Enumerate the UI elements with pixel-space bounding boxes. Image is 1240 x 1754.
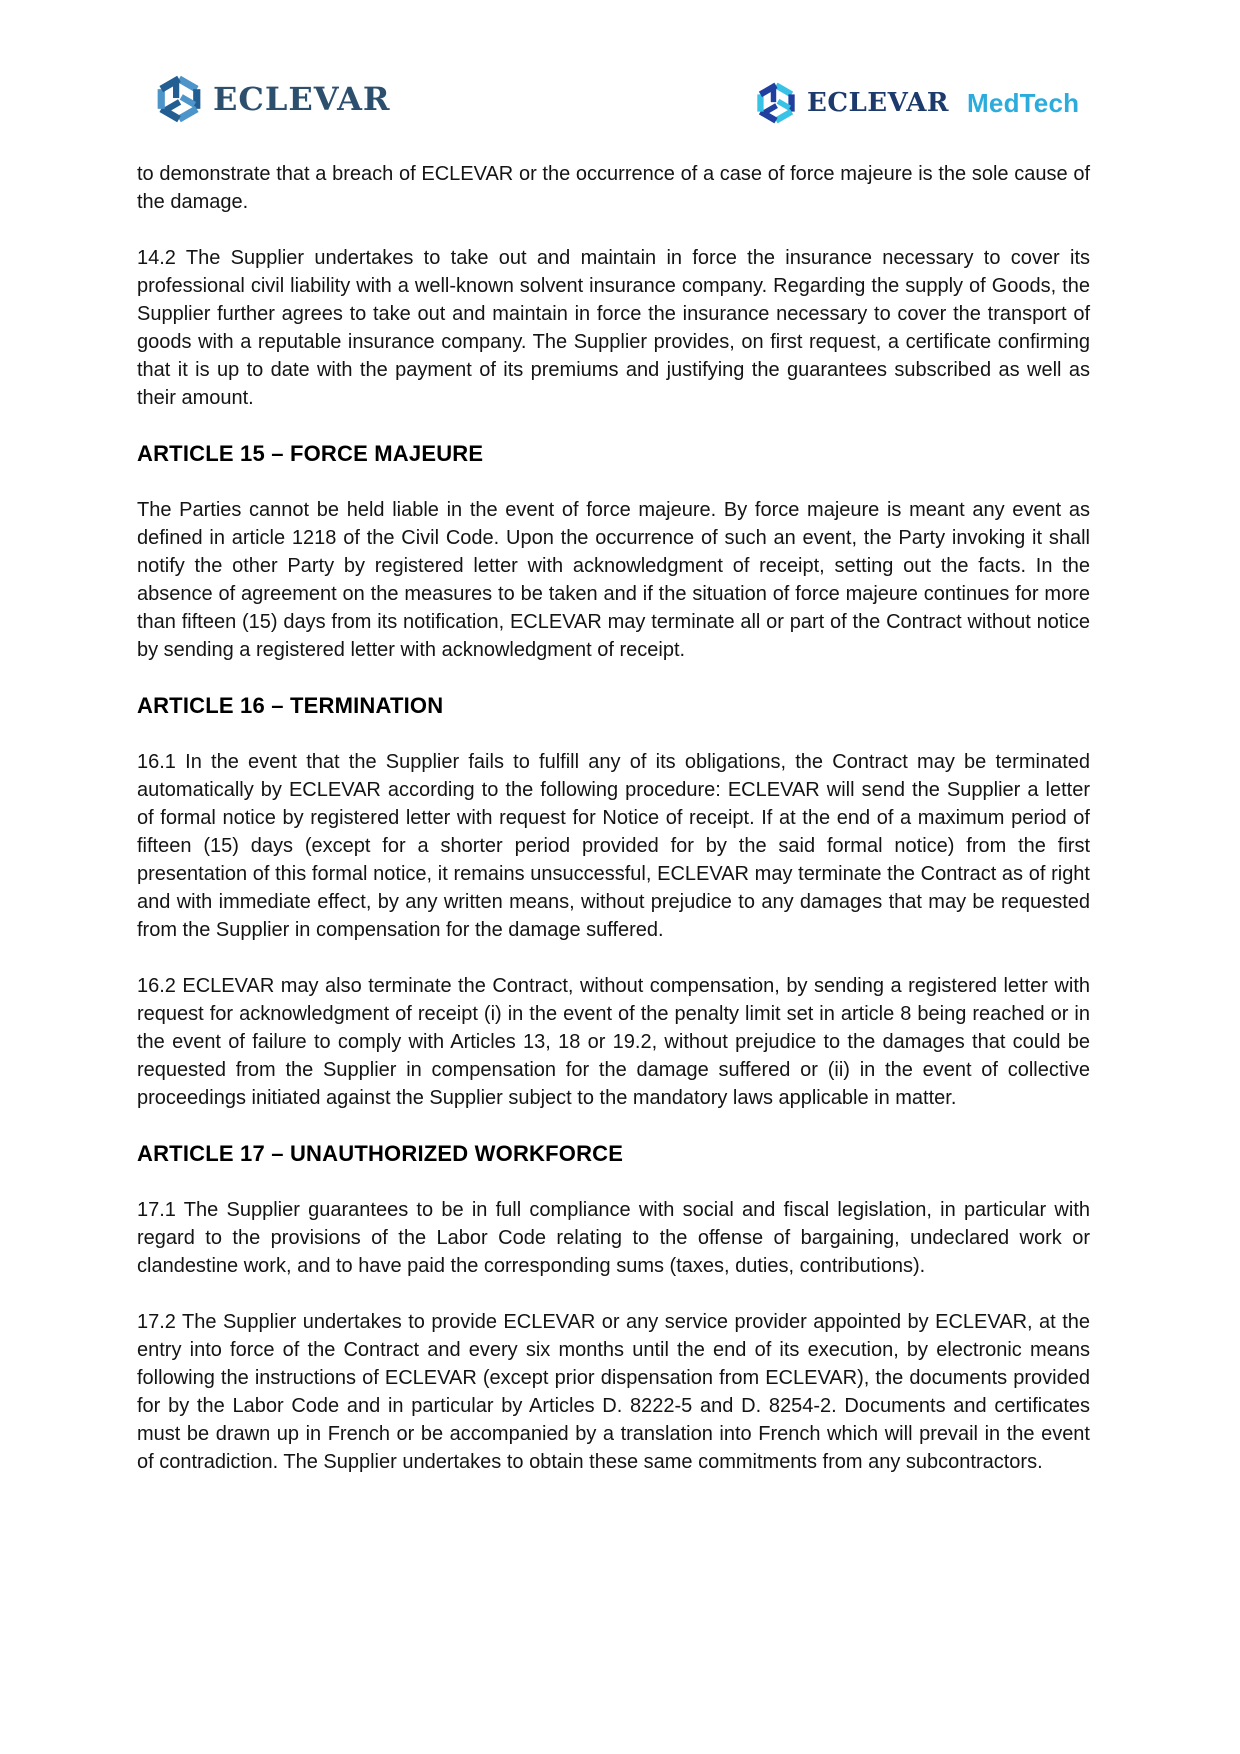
paragraph-14-2-insurance: 14.2 The Supplier undertakes to take out and maintain in force the insurance necessary to cover its professional civil liability with a well-known solvent insurance company. Regarding the supply of Goods, the Supplier further agrees to take out and maintain in force the insurance necessary to cover the transport of goods with a reputable insurance company. The Supplier provides, on first request, a certificate confirming that it is up to date with the payment of its premiums and justifying the guarantees subscribed as well as their amount.	[137, 247, 1090, 409]
paragraph-16-2-termination-without-compensation: 16.2 ECLEVAR may also terminate the Contract, without compensation, by sending a registered letter with request for acknowledgment of receipt (i) in the event of the penalty limit set in article 8 being reached or in the event of failure to comply with Articles 13, 18 or 19.2, without prejudice to the damages that could be requested from the Supplier in compensation for the damage suffered or (ii) in the event of collective proceedings initiated against the Supplier subject to the mandatory laws applicable in matter.	[137, 975, 1090, 1109]
eclevar-logo	[155, 70, 391, 128]
contract-body	[137, 160, 1090, 1504]
eclevar-wordmark: ECLEVAR	[213, 80, 391, 118]
paragraph-17-2-documents: 17.2 The Supplier undertakes to provide ECLEVAR or any service provider appointed by ECLEVAR, at the entry into force of the Contract and every six months until the end of its execution, by electronic means following the instructions of ECLEVAR (except prior dispensation from ECLEVAR), the documents provided for by the Labor Code and in particular by Articles D. 8222-5 and D. 8254-2. Documents and certificates must be drawn up in French or be accompanied by a translation into French which will prevail in the event of contradiction. The Supplier undertakes to obtain these same commitments from any subcontractors.	[137, 1311, 1090, 1473]
medtech-wordmark-suffix: MedTech	[967, 87, 1080, 118]
eclevar-medtech-wordmark: ECLEVAR	[807, 88, 950, 118]
paragraph-article-15-body: The Parties cannot be held liable in the event of force majeure. By force majeure is meant any event as defined in article 1218 of the Civil Code. Upon the occurrence of such an event, the Party invoking it shall notify the other Party by registered letter with acknowledgment of receipt, setting out the facts. In the absence of agreement on the measures to be taken and if the situation of force majeure continues for more than fifteen (15) days from its notification, ECLEVAR may terminate all or part of the Contract without notice by sending a registered letter with acknowledgment of receipt.	[137, 499, 1090, 661]
heading-article-15-force-majeure: ARTICLE 15 – FORCE MAJEURE	[137, 441, 484, 466]
paragraph-force-majeure-intro-continuation: to demonstrate that a breach of ECLEVAR or the occurrence of a case of force majeure is the sole cause of the damage.	[137, 163, 1090, 213]
heading-article-17-unauthorized-workforce: ARTICLE 17 – UNAUTHORIZED WORKFORCE	[137, 1141, 624, 1166]
paragraph-17-1-compliance: 17.1 The Supplier guarantees to be in full compliance with social and fiscal legislation, in particular with regard to the provisions of the Labor Code relating to the offense of bargaining, undeclared work or clandestine work, and to have paid the corresponding sums (taxes, duties, contributions).	[137, 1199, 1090, 1277]
paragraph-16-1-termination-procedure: 16.1 In the event that the Supplier fails to fulfill any of its obligations, the Contract may be terminated automatically by ECLEVAR according to the following procedure: ECLEVAR will send the Supplier a letter of formal notice by registered letter with request for Notice of receipt. If at the end of a maximum period of fifteen (15) days (except for a shorter period provided for by the said formal notice) from the first presentation of this formal notice, it remains unsuccessful, ECLEVAR may terminate the Contract as of right and with immediate effect, by any written means, without prejudice to any damages that may be requested from the Supplier in compensation for the damage suffered.	[137, 751, 1090, 941]
eclevar-hexagon-icon	[155, 70, 203, 128]
eclevar-medtech-hexagon-icon	[755, 80, 797, 126]
heading-article-16-termination: ARTICLE 16 – TERMINATION	[137, 693, 444, 718]
eclevar-medtech-logo	[755, 80, 1079, 126]
